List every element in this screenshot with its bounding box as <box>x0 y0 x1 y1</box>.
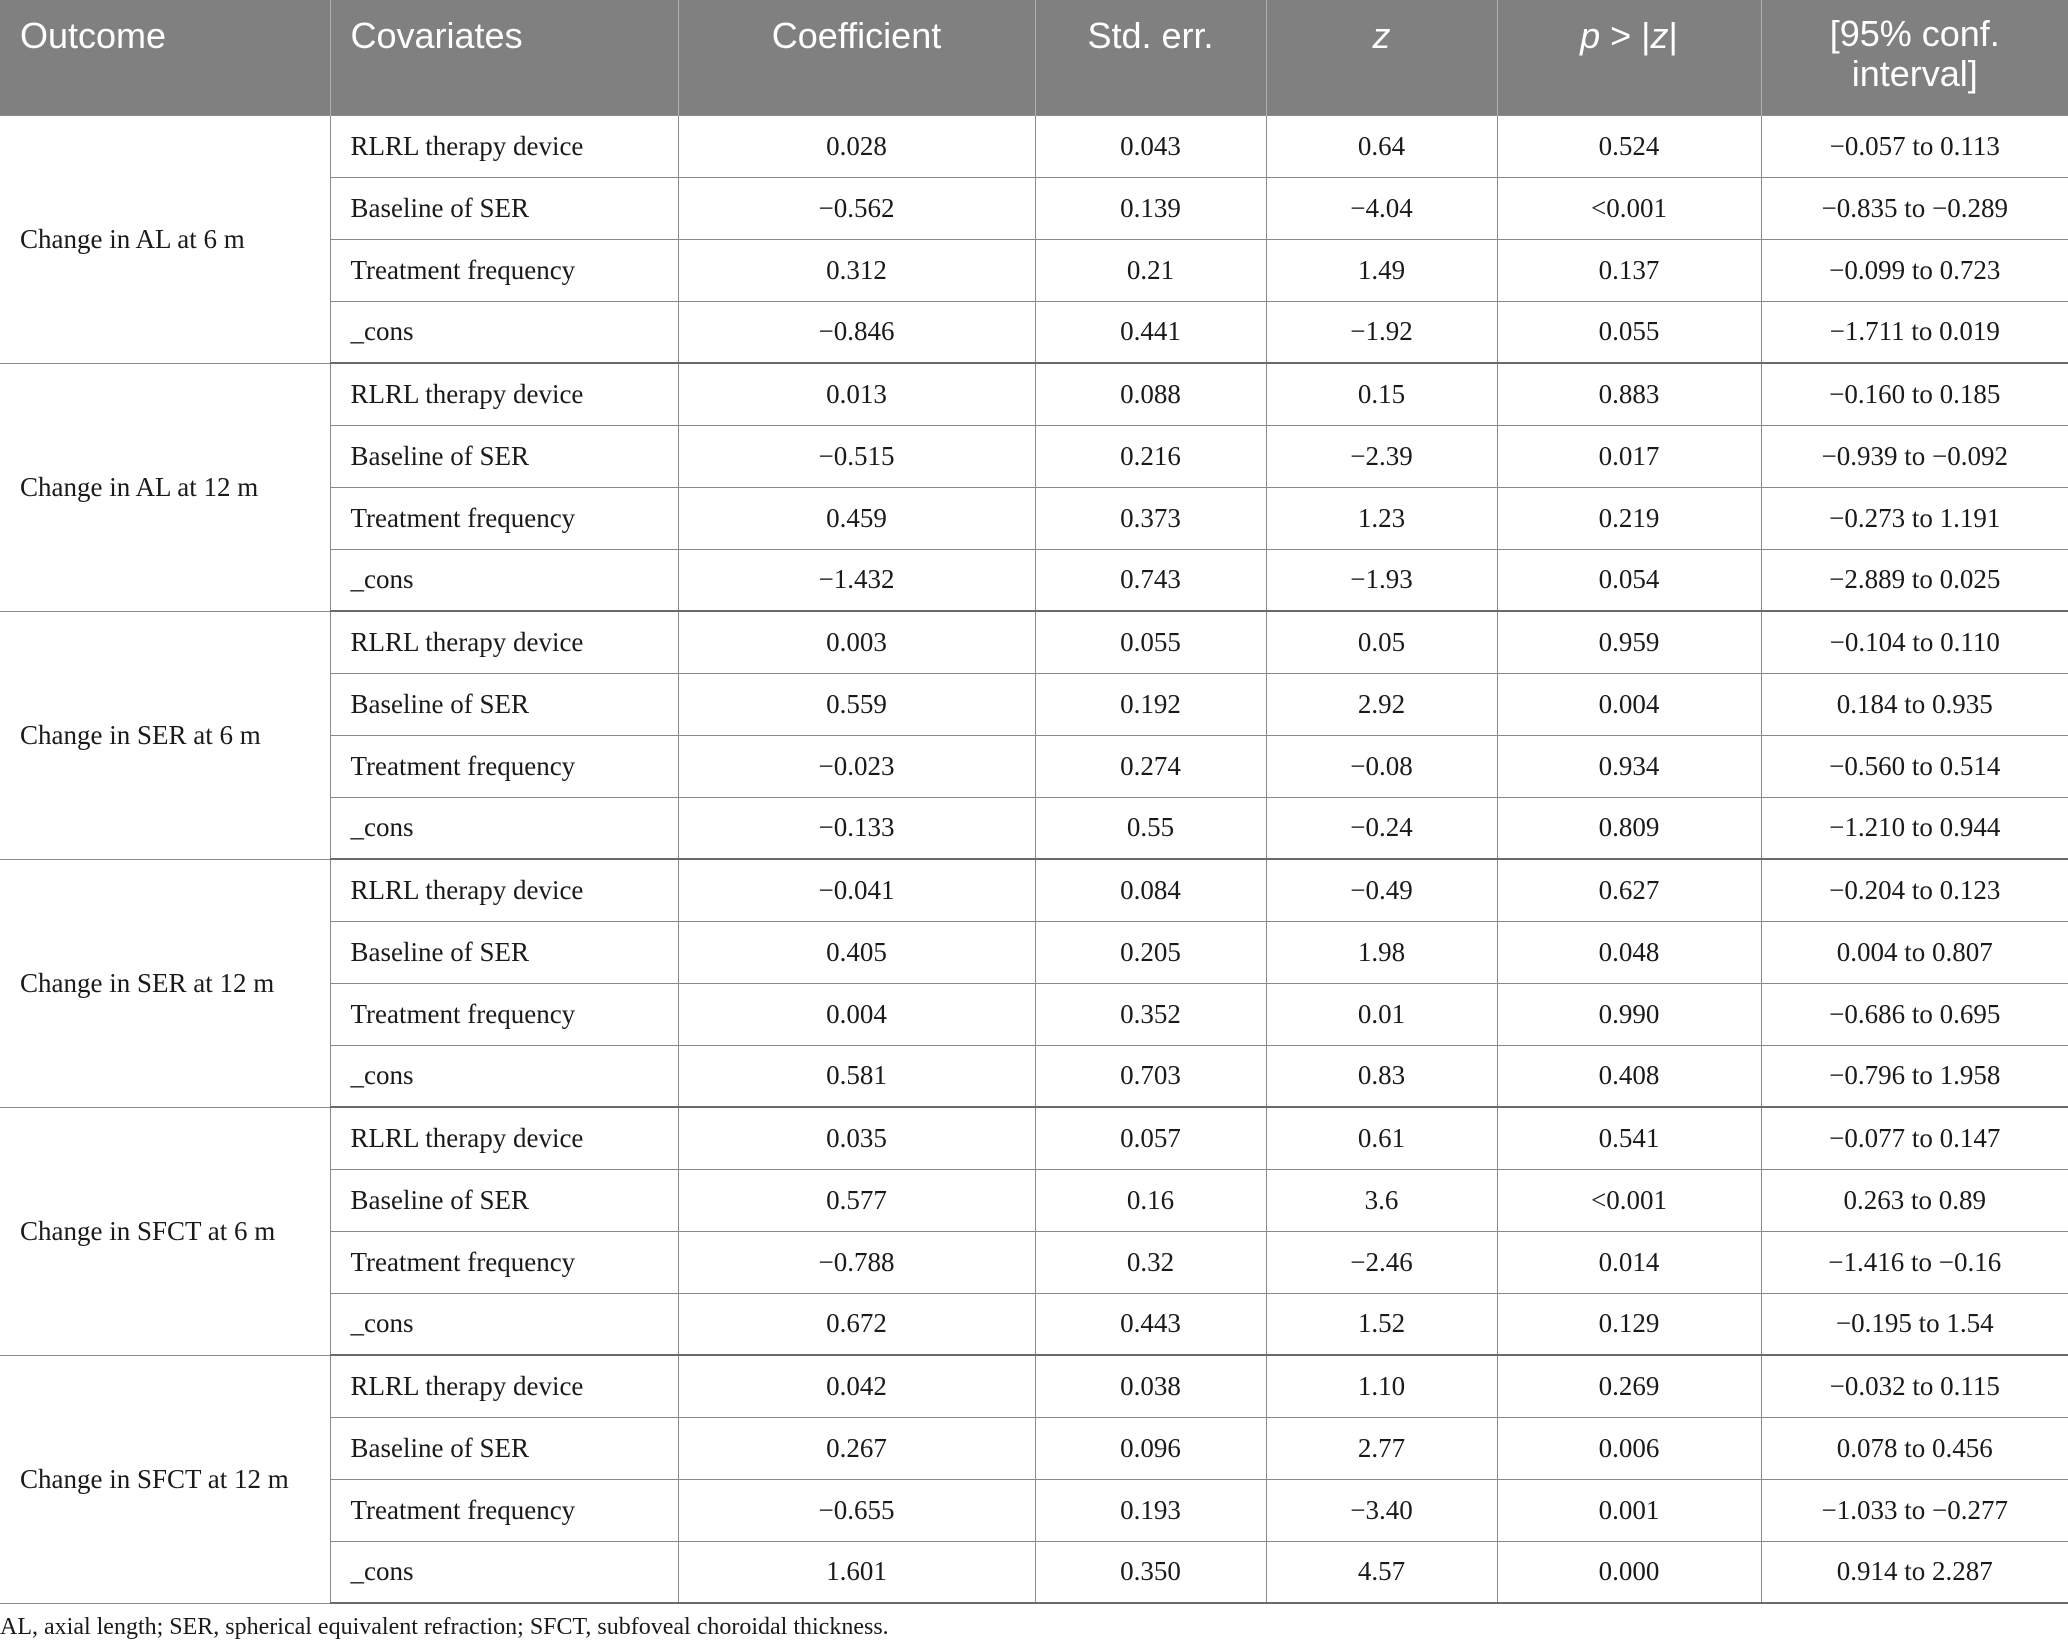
cell-covariate: _cons <box>330 1045 678 1107</box>
header-p-letter: p <box>1580 15 1601 56</box>
cell-std-err: 0.32 <box>1035 1231 1266 1293</box>
header-z <box>1266 0 1497 115</box>
header-coefficient: Coefficient <box>678 0 1035 115</box>
cell-coefficient: 0.267 <box>678 1417 1035 1479</box>
cell-z: 1.52 <box>1266 1293 1497 1355</box>
cell-confidence-interval: −0.104 to 0.110 <box>1761 611 2068 673</box>
cell-coefficient: 0.559 <box>678 673 1035 735</box>
cell-p-value: 0.959 <box>1497 611 1761 673</box>
cell-z: −3.40 <box>1266 1479 1497 1541</box>
cell-z: 1.49 <box>1266 239 1497 301</box>
cell-std-err: 0.441 <box>1035 301 1266 363</box>
cell-std-err: 0.743 <box>1035 549 1266 611</box>
cell-covariate: _cons <box>330 797 678 859</box>
cell-z: −0.08 <box>1266 735 1497 797</box>
cell-confidence-interval: 0.914 to 2.287 <box>1761 1541 2068 1603</box>
cell-z: −0.49 <box>1266 859 1497 921</box>
cell-confidence-interval: −0.939 to −0.092 <box>1761 425 2068 487</box>
cell-std-err: 0.096 <box>1035 1417 1266 1479</box>
cell-p-value: 0.809 <box>1497 797 1761 859</box>
cell-z: 2.77 <box>1266 1417 1497 1479</box>
cell-coefficient: 0.405 <box>678 921 1035 983</box>
cell-z: −4.04 <box>1266 177 1497 239</box>
cell-std-err: 0.192 <box>1035 673 1266 735</box>
cell-p-value: <0.001 <box>1497 1169 1761 1231</box>
cell-z: 1.10 <box>1266 1355 1497 1417</box>
cell-outcome: Change in AL at 12 m <box>0 363 330 611</box>
cell-covariate: Treatment frequency <box>330 487 678 549</box>
cell-z: −2.39 <box>1266 425 1497 487</box>
cell-covariate: _cons <box>330 549 678 611</box>
cell-coefficient: 0.013 <box>678 363 1035 425</box>
cell-covariate: Baseline of SER <box>330 177 678 239</box>
cell-confidence-interval: −1.711 to 0.019 <box>1761 301 2068 363</box>
cell-coefficient: −0.655 <box>678 1479 1035 1541</box>
cell-coefficient: 0.312 <box>678 239 1035 301</box>
cell-p-value: 0.408 <box>1497 1045 1761 1107</box>
cell-p-value: 0.014 <box>1497 1231 1761 1293</box>
cell-coefficient: −0.515 <box>678 425 1035 487</box>
cell-p-value: 0.048 <box>1497 921 1761 983</box>
cell-std-err: 0.057 <box>1035 1107 1266 1169</box>
cell-covariate: _cons <box>330 1541 678 1603</box>
table-body <box>0 115 2068 1603</box>
cell-confidence-interval: 0.184 to 0.935 <box>1761 673 2068 735</box>
table-header <box>0 0 2068 115</box>
cell-confidence-interval: −1.210 to 0.944 <box>1761 797 2068 859</box>
cell-z: 3.6 <box>1266 1169 1497 1231</box>
cell-covariate: RLRL therapy device <box>330 1107 678 1169</box>
cell-outcome: Change in SFCT at 6 m <box>0 1107 330 1355</box>
cell-coefficient: −1.432 <box>678 549 1035 611</box>
cell-std-err: 0.216 <box>1035 425 1266 487</box>
cell-covariate: RLRL therapy device <box>330 115 678 177</box>
cell-coefficient: 0.035 <box>678 1107 1035 1169</box>
cell-confidence-interval: −0.204 to 0.123 <box>1761 859 2068 921</box>
cell-coefficient: 0.577 <box>678 1169 1035 1231</box>
header-p-operator: > | <box>1600 15 1651 56</box>
cell-covariate: _cons <box>330 1293 678 1355</box>
cell-covariate: Baseline of SER <box>330 673 678 735</box>
cell-coefficient: −0.846 <box>678 301 1035 363</box>
cell-coefficient: 0.042 <box>678 1355 1035 1417</box>
cell-z: 2.92 <box>1266 673 1497 735</box>
cell-p-value: 0.004 <box>1497 673 1761 735</box>
header-ci-line1: [95% conf. <box>1829 13 2000 54</box>
cell-std-err: 0.038 <box>1035 1355 1266 1417</box>
cell-p-value: 0.541 <box>1497 1107 1761 1169</box>
header-confidence-interval <box>1761 0 2068 115</box>
cell-std-err: 0.16 <box>1035 1169 1266 1231</box>
cell-std-err: 0.043 <box>1035 115 1266 177</box>
cell-coefficient: −0.562 <box>678 177 1035 239</box>
cell-coefficient: 0.672 <box>678 1293 1035 1355</box>
cell-confidence-interval: −0.195 to 1.54 <box>1761 1293 2068 1355</box>
header-z-label: z <box>1372 15 1391 56</box>
cell-z: −0.24 <box>1266 797 1497 859</box>
cell-confidence-interval: −2.889 to 0.025 <box>1761 549 2068 611</box>
header-covariates: Covariates <box>330 0 678 115</box>
cell-p-value: 0.000 <box>1497 1541 1761 1603</box>
header-outcome: Outcome <box>0 0 330 115</box>
cell-p-value: 0.017 <box>1497 425 1761 487</box>
cell-confidence-interval: −1.416 to −0.16 <box>1761 1231 2068 1293</box>
cell-p-value: 0.219 <box>1497 487 1761 549</box>
cell-std-err: 0.084 <box>1035 859 1266 921</box>
cell-covariate: Baseline of SER <box>330 1417 678 1479</box>
table-footnote: AL, axial length; SER, spherical equivalent refraction; SFCT, subfoveal choroidal thickness. <box>0 1614 889 1640</box>
cell-p-value: 0.269 <box>1497 1355 1761 1417</box>
cell-z: 4.57 <box>1266 1541 1497 1603</box>
cell-std-err: 0.205 <box>1035 921 1266 983</box>
cell-covariate: _cons <box>330 301 678 363</box>
cell-covariate: Treatment frequency <box>330 239 678 301</box>
cell-z: 0.05 <box>1266 611 1497 673</box>
cell-confidence-interval: −0.273 to 1.191 <box>1761 487 2068 549</box>
cell-std-err: 0.703 <box>1035 1045 1266 1107</box>
cell-outcome: Change in SER at 6 m <box>0 611 330 859</box>
table-row <box>0 859 2068 921</box>
cell-outcome: Change in SFCT at 12 m <box>0 1355 330 1603</box>
cell-covariate: Treatment frequency <box>330 983 678 1045</box>
cell-std-err: 0.055 <box>1035 611 1266 673</box>
cell-p-value: 0.054 <box>1497 549 1761 611</box>
cell-p-value: 0.129 <box>1497 1293 1761 1355</box>
cell-coefficient: 1.601 <box>678 1541 1035 1603</box>
cell-covariate: RLRL therapy device <box>330 859 678 921</box>
cell-p-value: 0.055 <box>1497 301 1761 363</box>
cell-coefficient: −0.041 <box>678 859 1035 921</box>
cell-covariate: Treatment frequency <box>330 1231 678 1293</box>
cell-outcome: Change in SER at 12 m <box>0 859 330 1107</box>
cell-covariate: Baseline of SER <box>330 425 678 487</box>
cell-std-err: 0.274 <box>1035 735 1266 797</box>
cell-coefficient: 0.003 <box>678 611 1035 673</box>
cell-z: 0.64 <box>1266 115 1497 177</box>
cell-coefficient: −0.023 <box>678 735 1035 797</box>
cell-z: 0.15 <box>1266 363 1497 425</box>
cell-z: 0.83 <box>1266 1045 1497 1107</box>
cell-confidence-interval: −0.686 to 0.695 <box>1761 983 2068 1045</box>
header-p-bar: | <box>1668 15 1678 56</box>
table-row <box>0 1107 2068 1169</box>
cell-outcome: Change in AL at 6 m <box>0 115 330 363</box>
cell-std-err: 0.139 <box>1035 177 1266 239</box>
cell-covariate: Baseline of SER <box>330 1169 678 1231</box>
cell-p-value: 0.990 <box>1497 983 1761 1045</box>
cell-covariate: Treatment frequency <box>330 1479 678 1541</box>
table-row <box>0 115 2068 177</box>
cell-confidence-interval: 0.078 to 0.456 <box>1761 1417 2068 1479</box>
cell-std-err: 0.193 <box>1035 1479 1266 1541</box>
cell-confidence-interval: 0.004 to 0.807 <box>1761 921 2068 983</box>
cell-covariate: Treatment frequency <box>330 735 678 797</box>
cell-confidence-interval: −0.077 to 0.147 <box>1761 1107 2068 1169</box>
cell-p-value: 0.137 <box>1497 239 1761 301</box>
cell-p-value: 0.883 <box>1497 363 1761 425</box>
header-std-err: Std. err. <box>1035 0 1266 115</box>
cell-coefficient: 0.459 <box>678 487 1035 549</box>
cell-std-err: 0.373 <box>1035 487 1266 549</box>
cell-coefficient: −0.133 <box>678 797 1035 859</box>
cell-std-err: 0.21 <box>1035 239 1266 301</box>
cell-z: −2.46 <box>1266 1231 1497 1293</box>
cell-covariate: RLRL therapy device <box>330 1355 678 1417</box>
cell-z: 1.23 <box>1266 487 1497 549</box>
cell-p-value: <0.001 <box>1497 177 1761 239</box>
cell-std-err: 0.352 <box>1035 983 1266 1045</box>
cell-covariate: Baseline of SER <box>330 921 678 983</box>
cell-covariate: RLRL therapy device <box>330 611 678 673</box>
cell-coefficient: 0.004 <box>678 983 1035 1045</box>
cell-p-value: 0.934 <box>1497 735 1761 797</box>
cell-confidence-interval: −0.057 to 0.113 <box>1761 115 2068 177</box>
cell-z: −1.92 <box>1266 301 1497 363</box>
cell-std-err: 0.55 <box>1035 797 1266 859</box>
cell-coefficient: −0.788 <box>678 1231 1035 1293</box>
cell-confidence-interval: −0.160 to 0.185 <box>1761 363 2068 425</box>
table-row <box>0 363 2068 425</box>
cell-covariate: RLRL therapy device <box>330 363 678 425</box>
cell-p-value: 0.627 <box>1497 859 1761 921</box>
table-row <box>0 1355 2068 1417</box>
cell-coefficient: 0.581 <box>678 1045 1035 1107</box>
header-p-value <box>1497 0 1761 115</box>
cell-confidence-interval: −0.796 to 1.958 <box>1761 1045 2068 1107</box>
cell-z: 1.98 <box>1266 921 1497 983</box>
cell-std-err: 0.088 <box>1035 363 1266 425</box>
cell-p-value: 0.524 <box>1497 115 1761 177</box>
cell-confidence-interval: −1.033 to −0.277 <box>1761 1479 2068 1541</box>
cell-confidence-interval: −0.560 to 0.514 <box>1761 735 2068 797</box>
cell-std-err: 0.443 <box>1035 1293 1266 1355</box>
cell-confidence-interval: 0.263 to 0.89 <box>1761 1169 2068 1231</box>
cell-z: 0.01 <box>1266 983 1497 1045</box>
header-ci-line2: interval] <box>1851 53 1978 94</box>
header-p-z-letter: z <box>1650 15 1669 56</box>
cell-z: 0.61 <box>1266 1107 1497 1169</box>
cell-p-value: 0.001 <box>1497 1479 1761 1541</box>
cell-coefficient: 0.028 <box>678 115 1035 177</box>
cell-confidence-interval: −0.835 to −0.289 <box>1761 177 2068 239</box>
cell-std-err: 0.350 <box>1035 1541 1266 1603</box>
table-row <box>0 611 2068 673</box>
header-row <box>0 0 2068 115</box>
cell-confidence-interval: −0.032 to 0.115 <box>1761 1355 2068 1417</box>
cell-p-value: 0.006 <box>1497 1417 1761 1479</box>
cell-z: −1.93 <box>1266 549 1497 611</box>
cell-confidence-interval: −0.099 to 0.723 <box>1761 239 2068 301</box>
